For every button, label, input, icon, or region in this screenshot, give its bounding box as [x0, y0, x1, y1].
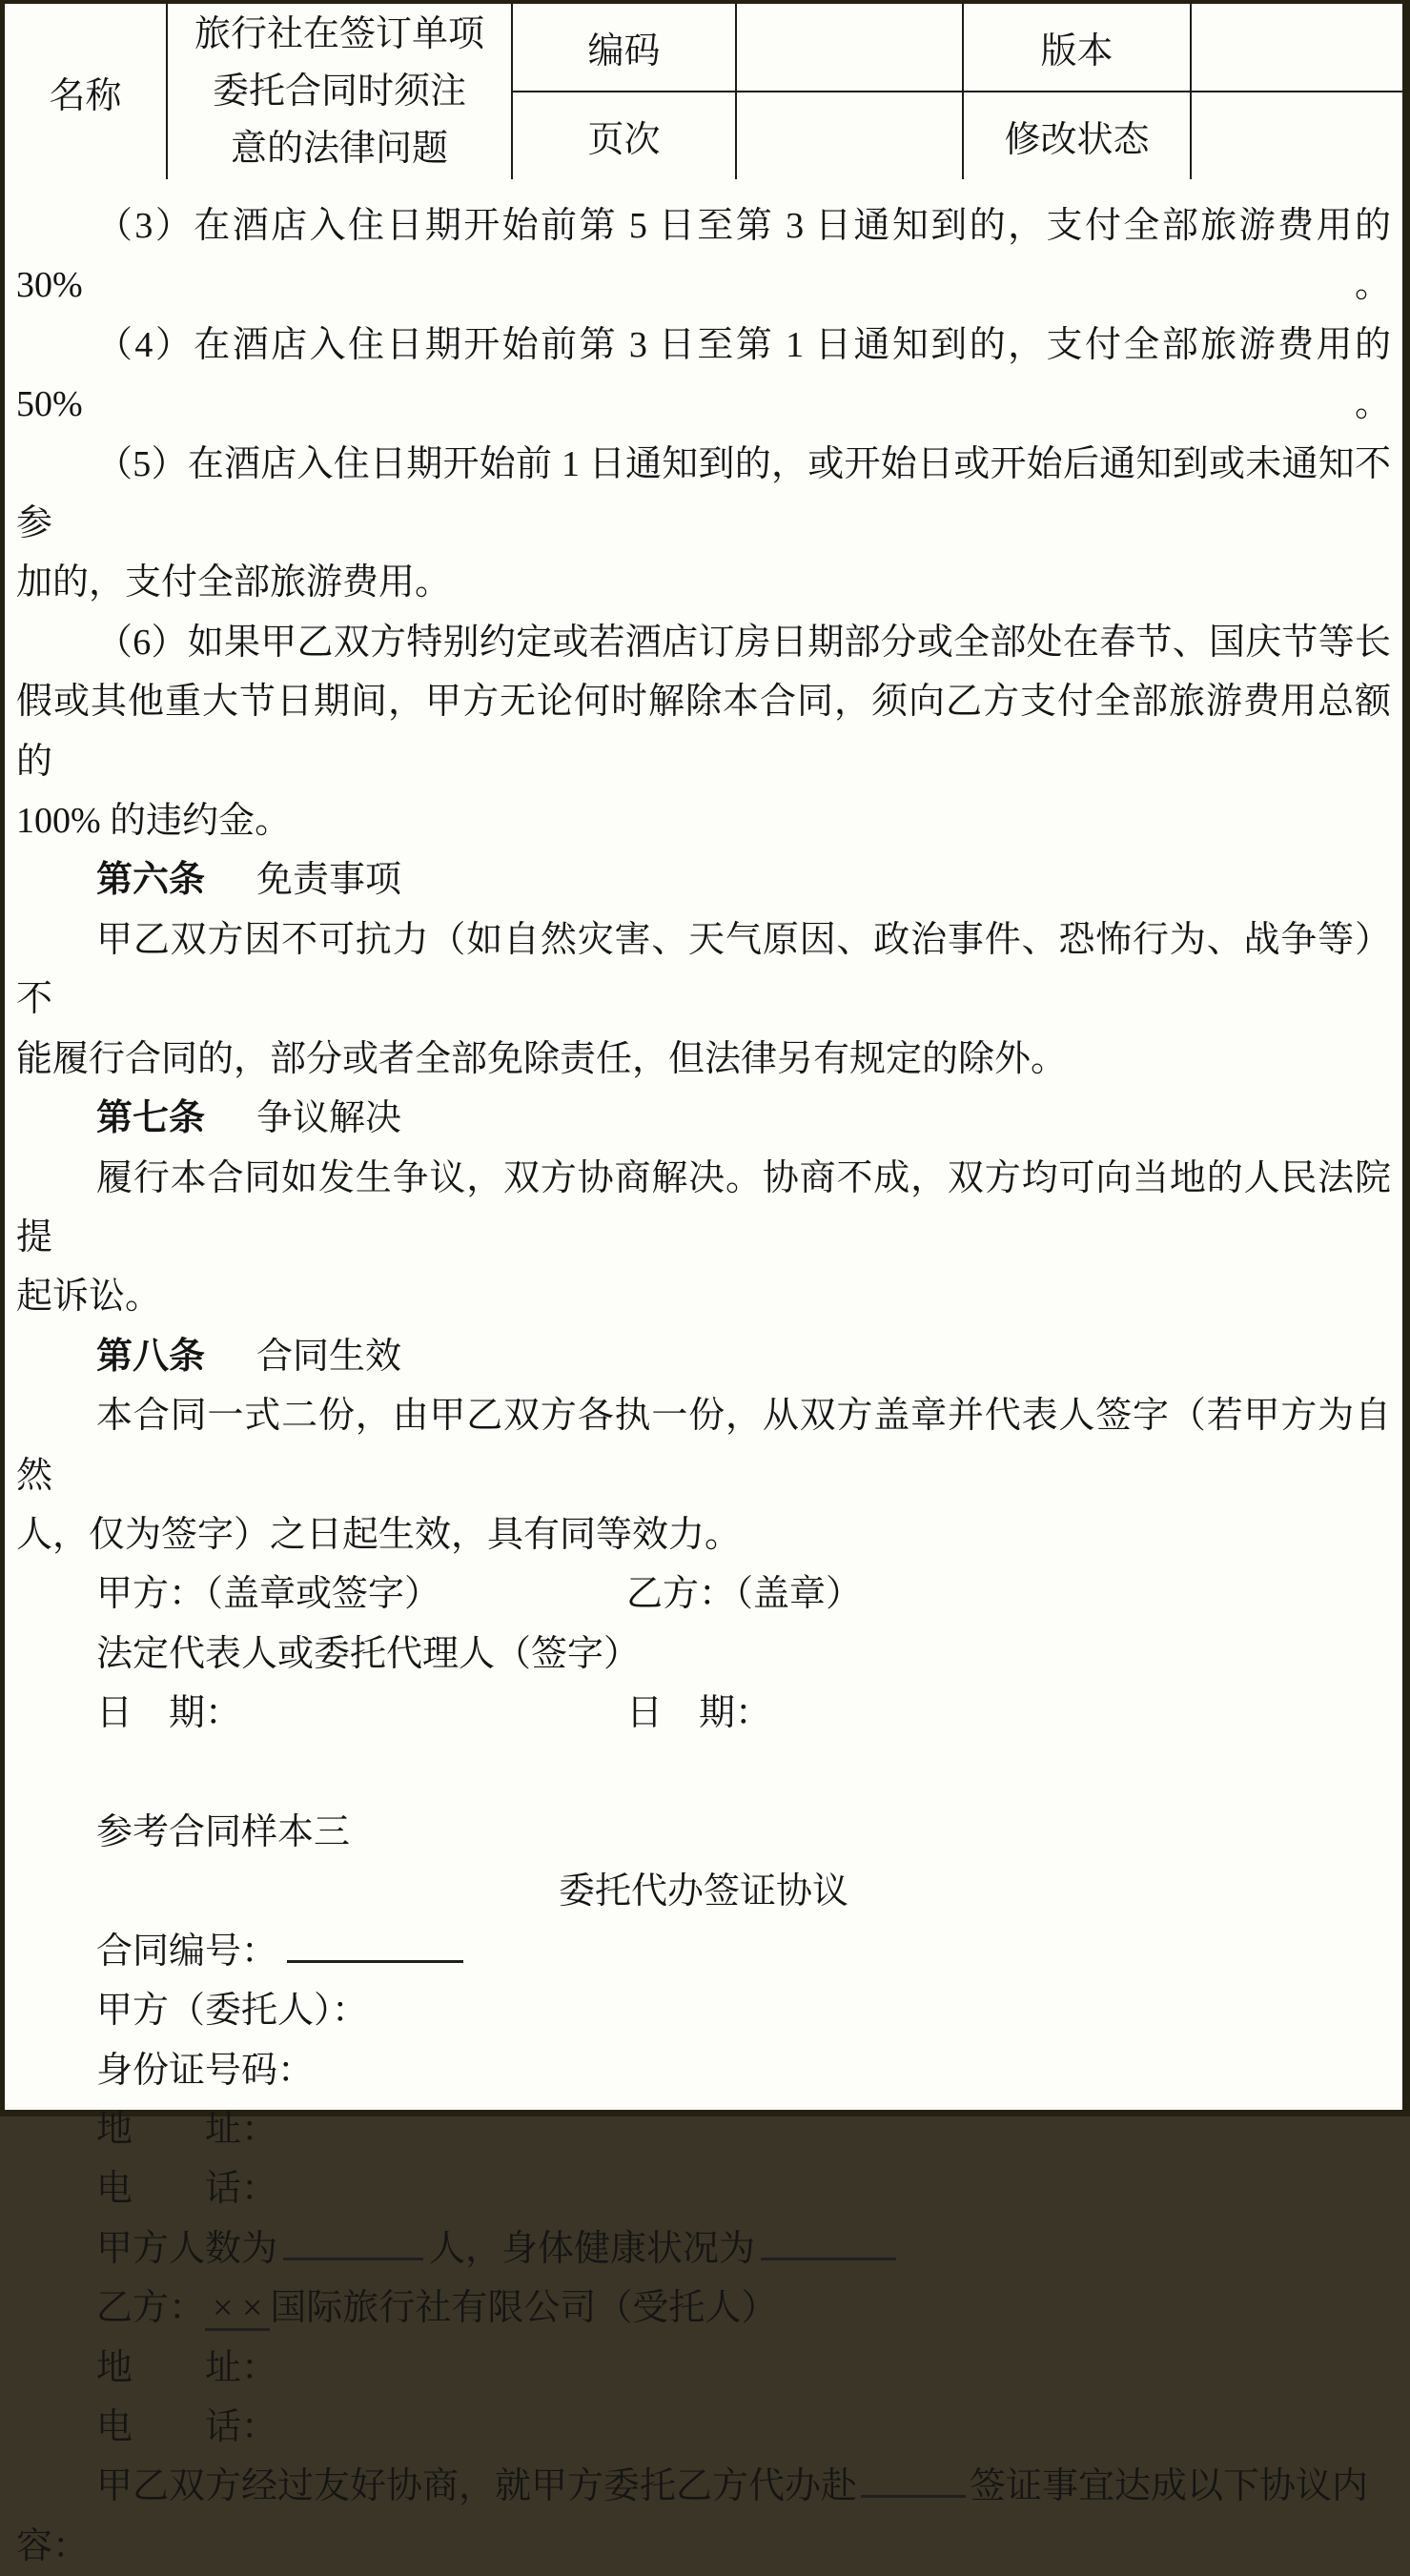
contract-subtitle: 委托代办签证协议	[558, 1871, 848, 1912]
clause-heading	[16, 850, 1391, 910]
blank-underline	[861, 2464, 966, 2498]
clause-title: 免责事项	[256, 860, 402, 901]
text-line: （4）在酒店入住日期开始前第 3 日至第 1 日通知到的，支付全部旅游费用的 50%。	[16, 324, 1391, 425]
page-value-cell	[736, 92, 963, 179]
text-line: 假或其他重大节日期间，甲方无论何时解除本合同，须向乙方支付全部旅游费用总额的	[16, 682, 1391, 782]
clause-heading	[16, 1089, 1391, 1148]
code-value-cell	[736, 4, 963, 92]
revision-label-cell: 修改状态	[963, 92, 1191, 179]
contract-number-line	[16, 1922, 1391, 1981]
text-line: 100% 的违约金。	[16, 801, 292, 842]
clause-number: 第六条	[96, 860, 206, 901]
blank-underline	[761, 2225, 896, 2259]
text-line: （6）如果甲乙双方特别约定或若酒店订房日期部分或全部处在春节、国庆节等长	[96, 622, 1391, 663]
party-b-date-label: 日 期：	[626, 1693, 772, 1734]
text-line: 电 话：	[96, 2169, 278, 2210]
party-b-company-suffix: 国际旅行社有限公司（受托人）	[270, 2288, 778, 2329]
blank-underline	[287, 1928, 463, 1962]
name-label-cell: 名称	[5, 4, 167, 179]
clause-heading	[16, 1327, 1391, 1386]
party-a-count-label: 甲方人数为	[96, 2228, 278, 2269]
date-line	[16, 1684, 1391, 1743]
code-label-cell: 编码	[512, 4, 736, 92]
clause-number: 第八条	[96, 1336, 206, 1377]
header-table	[5, 4, 1402, 179]
clause-number: 第七条	[96, 1098, 206, 1139]
text-line: 电 话：	[96, 2407, 278, 2448]
text-line: （3）在酒店入住日期开始前第 5 日至第 3 日通知到的，支付全部旅游费用的 30%。	[16, 206, 1391, 306]
party-a-date-label: 日 期：	[96, 1693, 242, 1734]
document-title-cell	[167, 4, 512, 179]
company-name-blank: × ×	[205, 2288, 270, 2331]
sample-contract-label: 参考合同样本三	[96, 1811, 351, 1852]
text-line: 甲方（委托人）：	[96, 1991, 369, 2032]
blank-underline	[283, 2225, 423, 2259]
revision-value-cell	[1191, 92, 1402, 179]
text-line: 身份证号码：	[96, 2050, 315, 2091]
document-body	[5, 179, 1402, 2576]
party-a-signature-label: 甲方：（盖章或签字）	[96, 1574, 441, 1615]
page-label-cell: 页次	[512, 92, 736, 179]
text-line: 起诉讼。	[16, 1277, 162, 1318]
version-value-cell	[1191, 4, 1402, 92]
text-line: 能履行合同的，部分或者全部免除责任，但法律另有规定的除外。	[16, 1038, 1068, 1079]
clause-title: 合同生效	[256, 1336, 402, 1377]
agreement-intro-prefix: 甲乙双方经过友好协商，就甲方委托乙方代办赴	[96, 2466, 858, 2507]
text-line: 人，仅为签字）之日起生效，具有同等效力。	[16, 1514, 742, 1555]
text-line: 地 址：	[96, 2347, 278, 2388]
text-line: （5）在酒店入住日期开始前 1 日通知到的，或开始日或开始后通知到或未通知不参	[16, 443, 1391, 544]
text-line: 本合同一式二份，由甲乙双方各执一份，从双方盖章并代表人签字（若甲方为自然	[16, 1396, 1391, 1496]
party-a-count-line	[16, 2219, 1391, 2279]
version-label-cell: 版本	[963, 4, 1191, 92]
agreement-intro-line	[16, 2457, 1391, 2576]
agreement-intro-suffix: 签证事宜达成以下协议内容：	[16, 2466, 1369, 2566]
contract-number-label: 合同编号：	[96, 1931, 278, 1972]
party-b-line	[16, 2279, 1391, 2338]
document-title-line: 旅行社在签订单项	[194, 14, 484, 54]
text-line: 加的，支付全部旅游费用。	[16, 562, 452, 603]
document-title-line: 意的法律问题	[230, 129, 448, 169]
text-line: 甲乙双方因不可抗力（如自然灾害、天气原因、政治事件、恐怖行为、战争等）不	[16, 919, 1391, 1020]
blank-line	[16, 1744, 1391, 1803]
text-line: 地 址：	[96, 2109, 278, 2150]
party-b-signature-label: 乙方：（盖章）	[626, 1574, 863, 1615]
text-line: 履行本合同如发生争议，双方协商解决。协商不成，双方均可向当地的人民法院提	[16, 1157, 1391, 1257]
document-title-line: 委托合同时须注	[212, 72, 466, 112]
health-status-label: 人，身体健康状况为	[429, 2228, 756, 2269]
signature-line	[16, 1564, 1391, 1624]
clause-title: 争议解决	[256, 1098, 402, 1139]
party-b-label: 乙方：	[96, 2288, 206, 2329]
text-line: 法定代表人或委托代理人（签字）	[96, 1633, 641, 1674]
